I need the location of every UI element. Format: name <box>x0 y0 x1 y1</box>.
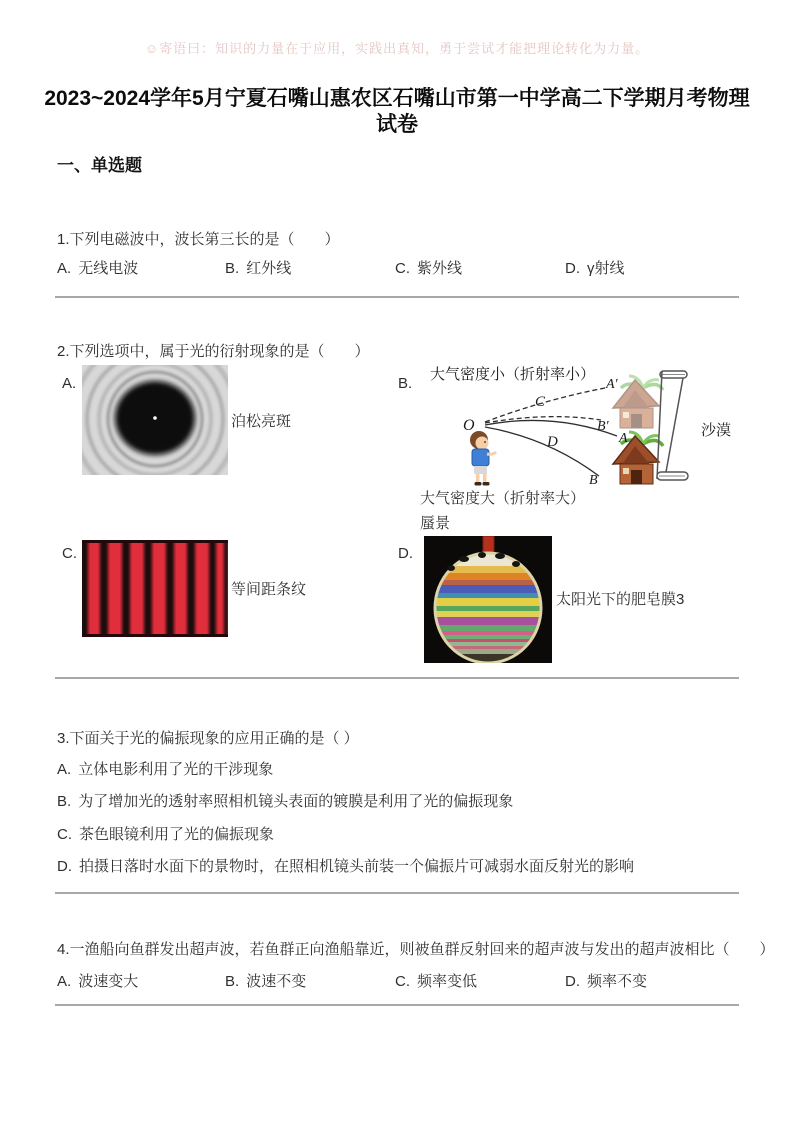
q1-option-b-label: B. <box>225 260 240 277</box>
q4-option-a <box>57 970 225 991</box>
top-edge <box>82 540 228 543</box>
q3-option-a <box>57 758 273 779</box>
q1-option-c-label: C. <box>395 260 410 277</box>
q2-option-a-label: A. <box>62 375 77 392</box>
question-1-options <box>57 257 625 278</box>
q2-option-a-caption: 泊松亮斑 <box>231 413 292 430</box>
question-4-stem: 4.一渔船向鱼群发出超声波，若鱼群正向渔船靠近，则被鱼群反射回来的超声波与发出的超声波相比（ ） <box>57 941 775 958</box>
mirage-diagram <box>413 362 747 488</box>
q4-option-b-text: 波速不变 <box>246 973 307 990</box>
q4-option-d <box>565 970 647 991</box>
point-b-label: B <box>589 473 598 488</box>
q4-option-b <box>225 970 395 991</box>
q1-option-b <box>225 257 395 278</box>
q4-option-d-label: D. <box>565 973 580 990</box>
poisson-bright-spot-image <box>82 365 228 475</box>
q1-option-d-text: γ射线 <box>587 260 625 277</box>
q1-option-b-text: 红外线 <box>246 260 292 277</box>
q3-option-b-label: B. <box>57 793 72 810</box>
q2-option-c-caption: 等间距条纹 <box>231 581 307 598</box>
q2-option-b-label: B. <box>398 375 413 392</box>
q2-option-c-label: C. <box>62 545 77 562</box>
poisson-bright-spot <box>153 416 157 420</box>
divider <box>55 892 739 894</box>
q1-option-c-text: 紫外线 <box>417 260 463 277</box>
desert-label: 沙漠 <box>701 422 732 439</box>
mirage-house-figure <box>613 376 663 428</box>
q3-option-d-label: D. <box>57 858 72 875</box>
q1-option-c <box>395 257 565 278</box>
q4-option-c-label: C. <box>395 973 410 990</box>
soap-film-image <box>424 536 552 663</box>
q3-option-a-label: A. <box>57 761 72 778</box>
q2-option-d-label: D. <box>398 545 413 562</box>
q3-option-c <box>57 823 274 844</box>
q4-option-b-label: B. <box>225 973 240 990</box>
question-1-stem: 1.下列电磁波中，波长第三长的是（ ） <box>57 231 340 248</box>
q1-option-a-text: 无线电波 <box>78 260 139 277</box>
q3-option-d <box>57 855 634 876</box>
q4-option-d-text: 频率不变 <box>587 973 648 990</box>
point-o-label: O <box>463 417 475 434</box>
section-heading: 一、单选题 <box>57 156 142 175</box>
q2-option-b-caption: 蜃景 <box>420 515 451 532</box>
observer-person-figure <box>470 431 496 486</box>
point-a-label: A <box>619 431 628 446</box>
header-motto-watermark: ☺寄语曰：知识的力量在于应用，实践出真知，勇于尝试才能把理论转化为力量。 <box>144 41 650 56</box>
point-b-prime-label: B′ <box>597 419 609 434</box>
q3-option-c-text: 茶色眼镜利用了光的偏振现象 <box>79 826 275 843</box>
q1-option-a-label: A. <box>57 260 72 277</box>
q4-option-a-text: 波速变大 <box>78 973 139 990</box>
desert-bracket <box>657 371 688 480</box>
divider <box>55 1004 739 1006</box>
point-c-label: C <box>535 394 546 410</box>
question-4-options <box>57 970 647 991</box>
point-d-label: D <box>547 434 558 450</box>
divider <box>55 677 739 679</box>
air-density-small-label: 大气密度小（折射率小） <box>430 366 596 383</box>
question-2-stem: 2.下列选项中，属于光的衍射现象的是（ ） <box>57 343 370 360</box>
q1-option-d-label: D. <box>565 260 580 277</box>
q2-option-d-caption: 太阳光下的肥皂膜3 <box>556 591 685 608</box>
q3-option-b-text: 为了增加光的透射率照相机镜头表面的镀膜是利用了光的偏振现象 <box>78 793 514 810</box>
q4-option-c-text: 频率变低 <box>417 973 478 990</box>
q3-option-b <box>57 790 513 811</box>
red-fringes-image <box>82 540 228 637</box>
divider <box>55 296 739 298</box>
q4-option-c <box>395 970 565 991</box>
q3-option-d-text: 拍摄日落时水面下的景物时，在照相机镜头前装一个偏振片可减弱水面反射光的影响 <box>79 858 635 875</box>
question-3-stem: 3.下面关于光的偏振现象的应用正确的是（ ） <box>57 730 359 747</box>
q1-option-a <box>57 257 225 278</box>
q4-option-a-label: A. <box>57 973 72 990</box>
page-title: 2023~2024学年5月宁夏石嘴山惠农区石嘴山市第一中学高二下学期月考物理试卷 <box>44 87 750 136</box>
bottom-edge <box>82 634 228 637</box>
q3-option-a-text: 立体电影利用了光的干涉现象 <box>78 761 274 778</box>
q3-option-c-label: C. <box>57 826 72 843</box>
air-density-large-label: 大气密度大（折射率大） <box>420 491 586 507</box>
point-a-prime-label: A′ <box>606 377 618 392</box>
q1-option-d <box>565 257 625 278</box>
